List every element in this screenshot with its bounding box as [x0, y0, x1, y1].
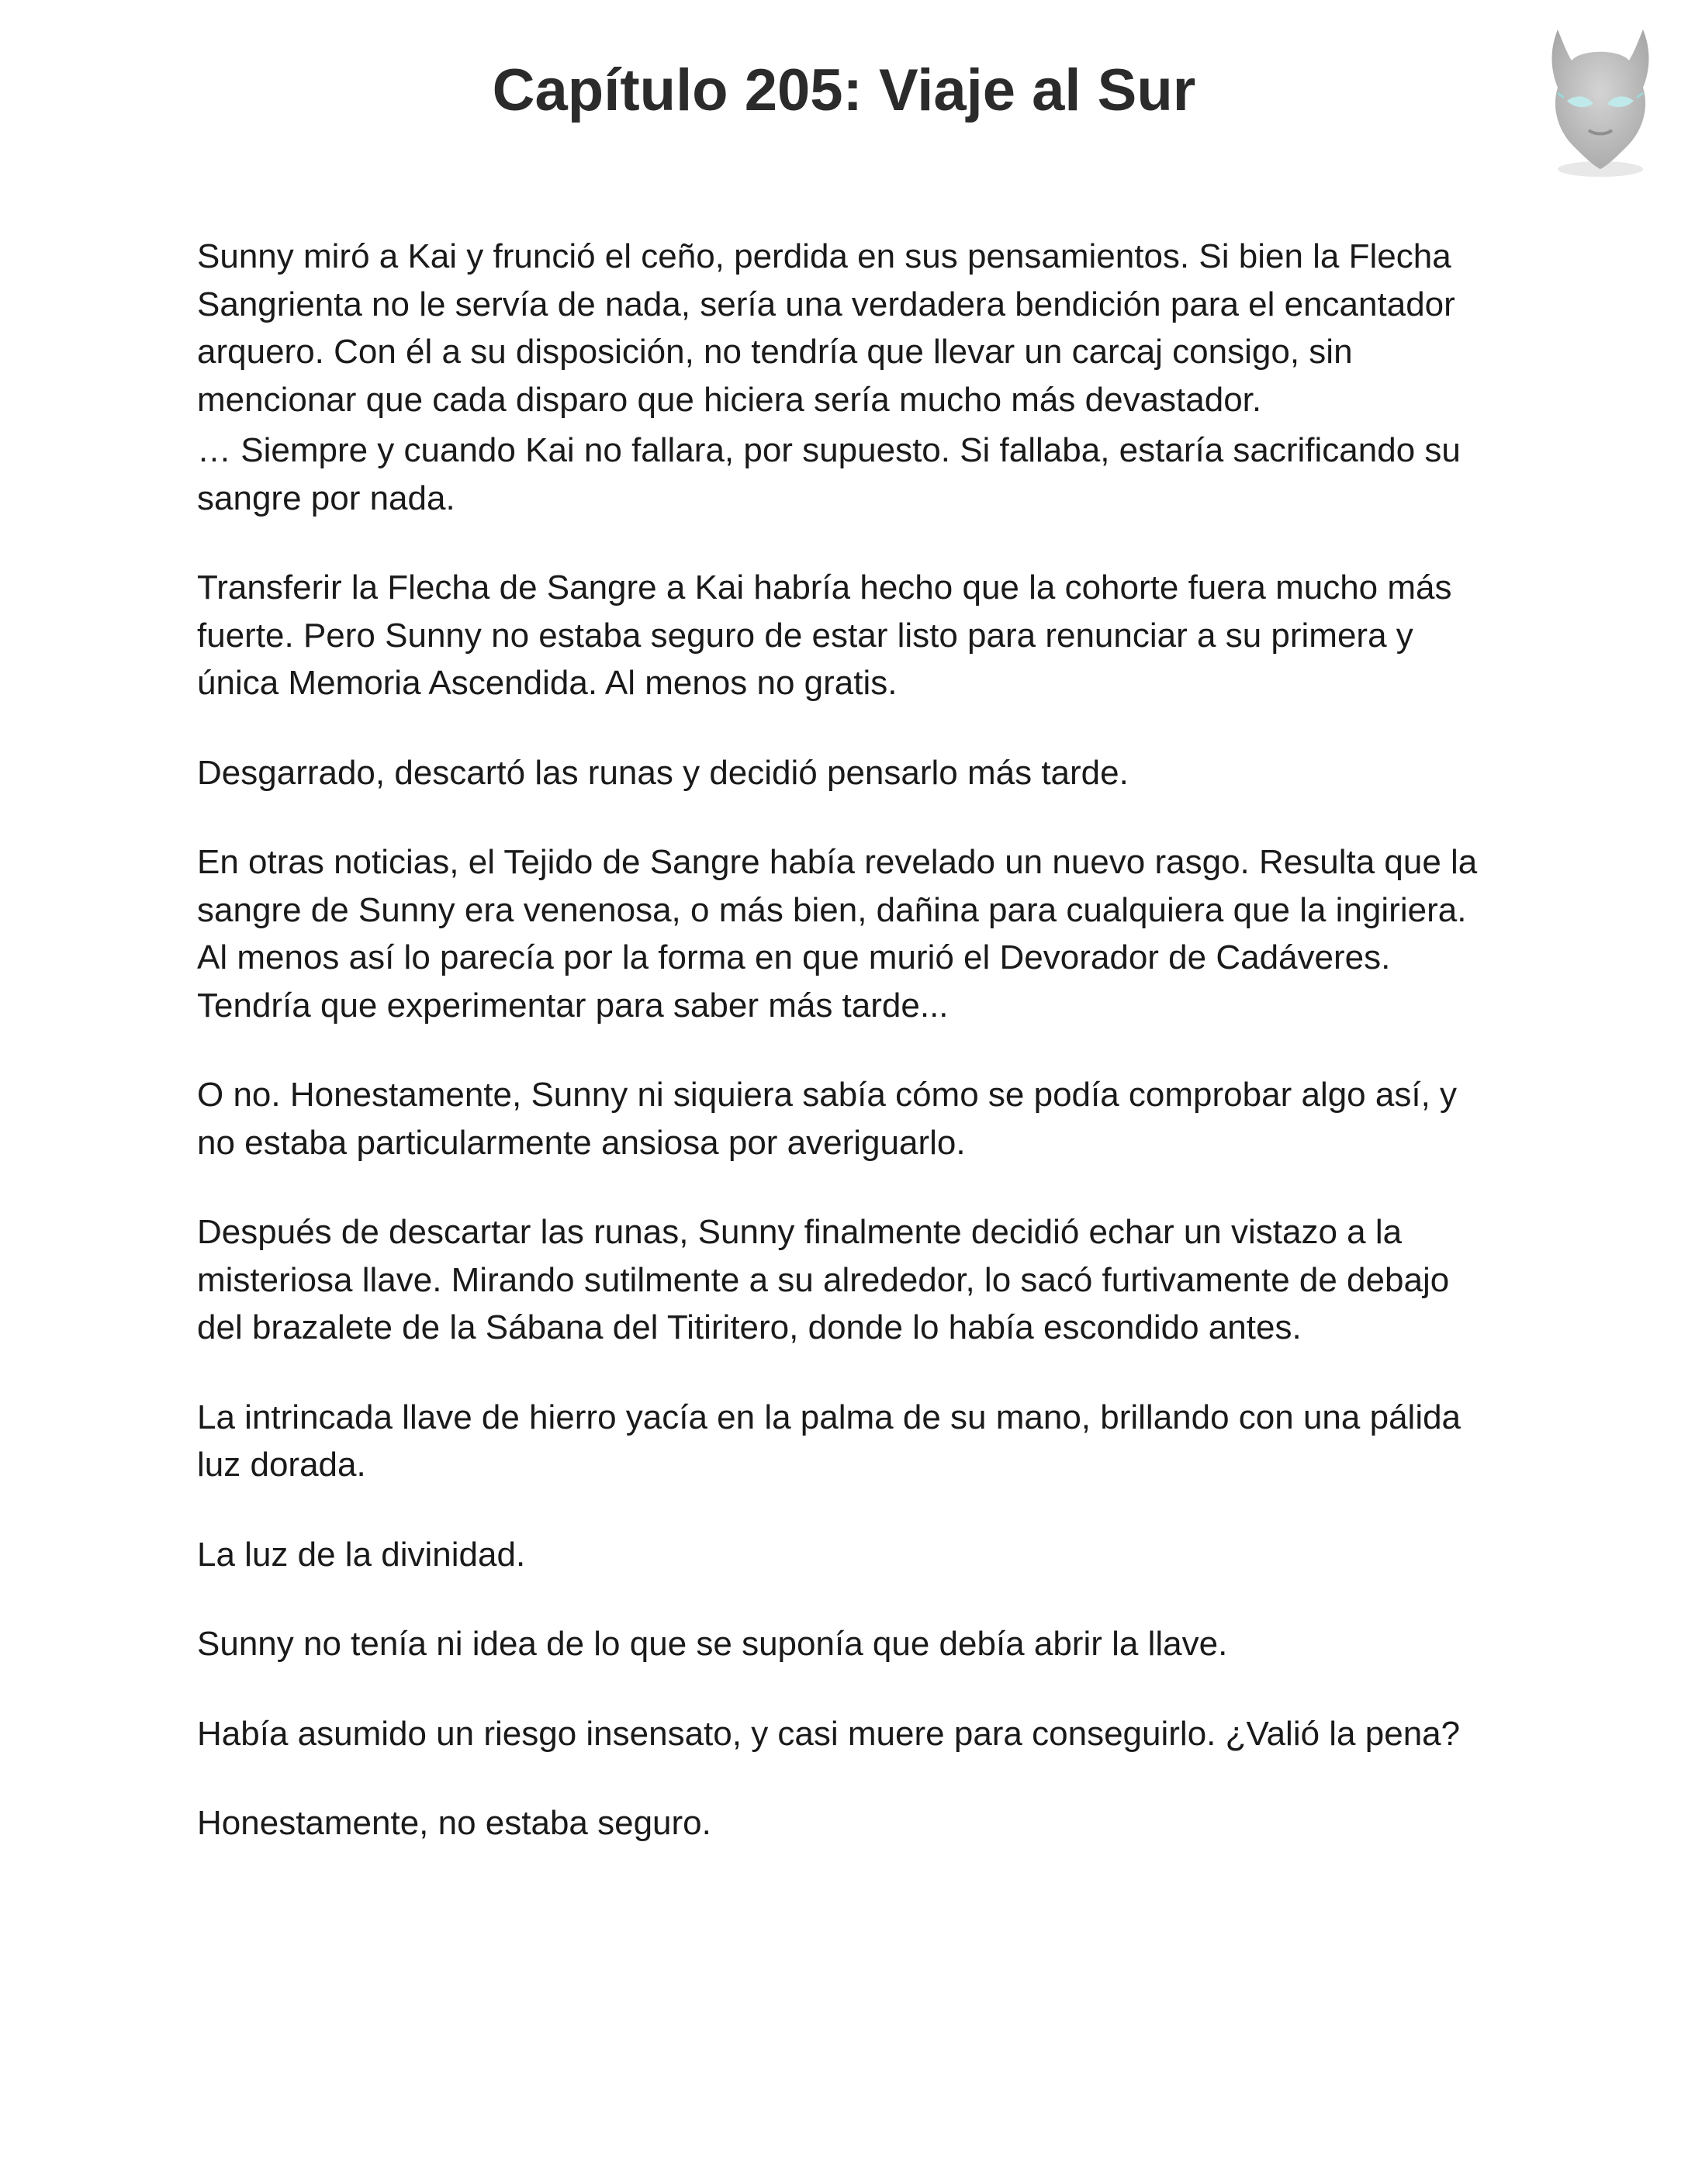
paragraph: Después de descartar las runas, Sunny finalmente decidió echar un vistazo a la misteriosa llave. Mirando sutilmente a su alrededor, lo sacó furtivamente de debajo del brazalete de la Sábana del Titiritero, donde lo había escondido antes.	[197, 1213, 1450, 1346]
chapter-body	[197, 233, 1500, 1889]
page-title: Capítulo 205: Viaje al Sur	[492, 57, 1196, 123]
paragraph: La luz de la divinidad.	[197, 1535, 526, 1574]
paragraph: … Siempre y cuando Kai no fallara, por supuesto. Si fallaba, estaría sacrificando su sangre por nada.	[197, 431, 1461, 517]
paragraph: Sunny miró a Kai y frunció el ceño, perdida en sus pensamientos. Si bien la Flecha Sangrienta no le servía de nada, sería una verdadera bendición para el encantador arquero. Con él a su disposición, no tendría que llevar un carcaj consigo, sin mencionar que cada disparo que hiciera sería mucho más devastador.	[197, 237, 1455, 419]
paragraph: Transferir la Flecha de Sangre a Kai habría hecho que la cohorte fuera mucho más fuerte. Pero Sunny no estaba seguro de estar listo para renunciar a su primera y única Memoria Ascendida. Al menos no gratis.	[197, 568, 1452, 702]
paragraph: En otras noticias, el Tejido de Sangre había revelado un nuevo rasgo. Resulta que la sangre de Sunny era venenosa, o más bien, dañina para cualquiera que la ingiriera. Al menos así lo parecía por la forma en que murió el Devorador de Cadáveres. Tendría que experimentar para saber más tarde...	[197, 843, 1478, 1025]
paragraph: Desgarrado, descartó las runas y decidió pensarlo más tarde.	[197, 753, 1129, 792]
paragraph: La intrincada llave de hierro yacía en la palma de su mano, brillando con una pálida luz dorada.	[197, 1398, 1461, 1484]
paragraph: Honestamente, no estaba seguro.	[197, 1804, 711, 1842]
paragraph: O no. Honestamente, Sunny ni siquiera sabía cómo se podía comprobar algo así, y no estaba particularmente ansiosa por averiguarlo.	[197, 1076, 1458, 1162]
horned-demon-head-icon	[1527, 14, 1674, 185]
paragraph: Sunny no tenía ni idea de lo que se suponía que debía abrir la llave.	[197, 1625, 1228, 1663]
paragraph: Había asumido un riesgo insensato, y casi muere para conseguirlo. ¿Valió la pena?	[197, 1714, 1461, 1753]
